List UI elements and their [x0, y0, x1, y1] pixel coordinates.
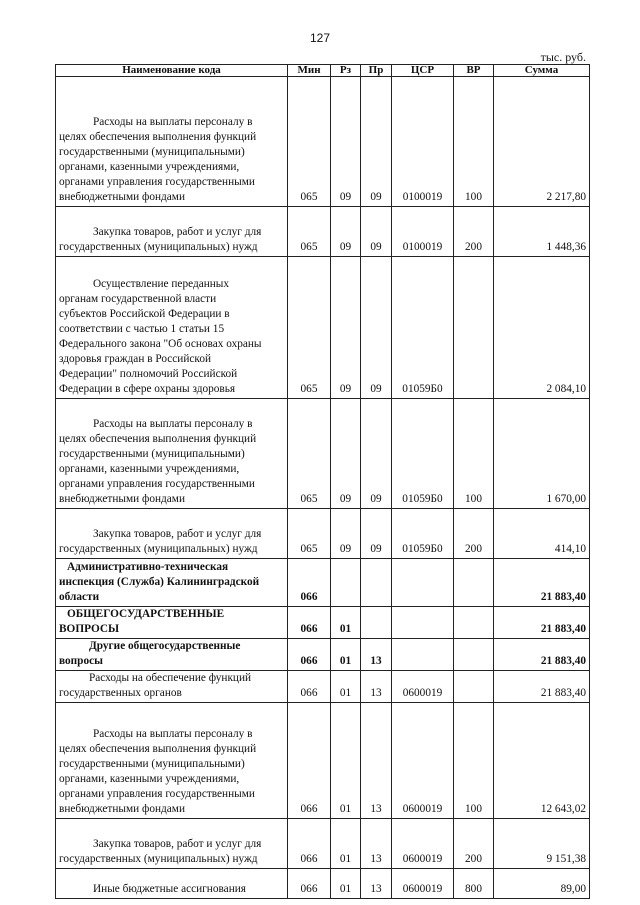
- row-csr: 0600019: [392, 869, 454, 899]
- table-row: [56, 399, 590, 509]
- header-vr: ВР: [454, 65, 494, 77]
- row-sum: 21 883,40: [494, 607, 590, 639]
- row-sum: 2 084,10: [494, 257, 590, 399]
- row-vr: 100: [454, 703, 494, 819]
- header-rz: Рз: [331, 65, 361, 77]
- row-pr: 13: [361, 819, 392, 869]
- row-min: 066: [288, 819, 331, 869]
- row-csr: 0100019: [392, 77, 454, 207]
- row-rz: 01: [331, 819, 361, 869]
- row-sum: 12 643,02: [494, 703, 590, 819]
- row-name: Административно-техническая инспекция (Служба) Калининградской области: [56, 559, 288, 607]
- row-sum: 9 151,38: [494, 819, 590, 869]
- row-name: Закупка товаров, работ и услуг для государственных (муниципальных) нужд: [56, 819, 288, 869]
- row-name: Закупка товаров, работ и услуг для государственных (муниципальных) нужд: [56, 509, 288, 559]
- row-vr: 100: [454, 399, 494, 509]
- row-sum: 1 670,00: [494, 399, 590, 509]
- row-rz: [331, 559, 361, 607]
- row-rz: 01: [331, 607, 361, 639]
- row-csr: [392, 559, 454, 607]
- row-vr: 200: [454, 819, 494, 869]
- row-rz: 09: [331, 509, 361, 559]
- table-row: [56, 509, 590, 559]
- row-sum: 2 217,80: [494, 77, 590, 207]
- units-label: тыс. руб.: [540, 50, 586, 64]
- row-pr: 13: [361, 671, 392, 703]
- row-name: Расходы на обеспечение функций государственных органов: [56, 671, 288, 703]
- table-row: [56, 559, 590, 607]
- row-name: Иные бюджетные ассигнования: [56, 869, 288, 899]
- row-sum: 414,10: [494, 509, 590, 559]
- row-csr: [392, 639, 454, 671]
- row-name: Расходы на выплаты персоналу в целях обеспечения выполнения функций государственными (муниципальными) органами, казенными учреждениями, органами управления государственными внебюджетными фондами: [56, 77, 288, 207]
- row-sum: 21 883,40: [494, 639, 590, 671]
- row-min: 065: [288, 509, 331, 559]
- row-pr: 13: [361, 869, 392, 899]
- row-rz: 09: [331, 257, 361, 399]
- row-rz: 01: [331, 671, 361, 703]
- row-vr: 800: [454, 869, 494, 899]
- row-min: 066: [288, 639, 331, 671]
- row-name: Закупка товаров, работ и услуг для государственных (муниципальных) нужд: [56, 207, 288, 257]
- row-rz: 09: [331, 207, 361, 257]
- row-sum: 21 883,40: [494, 559, 590, 607]
- header-sum: Сумма: [494, 65, 590, 77]
- row-sum: 21 883,40: [494, 671, 590, 703]
- row-rz: 01: [331, 639, 361, 671]
- header-name: Наименование кода: [56, 65, 288, 77]
- row-csr: 01059Б0: [392, 399, 454, 509]
- row-csr: 01059Б0: [392, 257, 454, 399]
- row-min: 065: [288, 399, 331, 509]
- row-name: Другие общегосударственные вопросы: [56, 639, 288, 671]
- header-csr: ЦСР: [392, 65, 454, 77]
- row-pr: [361, 607, 392, 639]
- table-row: [56, 819, 590, 869]
- page-number: 127: [309, 31, 331, 45]
- row-pr: 09: [361, 399, 392, 509]
- row-name: Расходы на выплаты персоналу в целях обеспечения выполнения функций государственными (муниципальными) органами, казенными учреждениями, органами управления государственными внебюджетными фондами: [56, 399, 288, 509]
- row-pr: 09: [361, 509, 392, 559]
- header-pr: Пр: [361, 65, 392, 77]
- row-rz: 09: [331, 77, 361, 207]
- row-csr: 0600019: [392, 671, 454, 703]
- row-csr: [392, 607, 454, 639]
- row-pr: [361, 559, 392, 607]
- row-vr: [454, 607, 494, 639]
- row-name: ОБЩЕГОСУДАРСТВЕННЫЕ ВОПРОСЫ: [56, 607, 288, 639]
- table-header-row: [56, 65, 590, 77]
- table-row: [56, 639, 590, 671]
- row-vr: [454, 671, 494, 703]
- budget-table: [55, 64, 590, 899]
- row-vr: 200: [454, 207, 494, 257]
- table-row: [56, 671, 590, 703]
- row-vr: 100: [454, 77, 494, 207]
- row-rz: 01: [331, 869, 361, 899]
- row-rz: 01: [331, 703, 361, 819]
- row-min: 066: [288, 671, 331, 703]
- row-min: 065: [288, 207, 331, 257]
- table-row: [56, 703, 590, 819]
- row-min: 066: [288, 869, 331, 899]
- table-row: [56, 607, 590, 639]
- row-sum: 89,00: [494, 869, 590, 899]
- row-csr: 0600019: [392, 703, 454, 819]
- row-name: Осуществление переданных органам государственной власти субъектов Российской Федерации в соответствии с частью 1 статьи 15 Федерального закона "Об основах охраны здоровья граждан в Российской Федерации" полномочий Российской Федерации в сфере охраны здоровья: [56, 257, 288, 399]
- row-vr: 200: [454, 509, 494, 559]
- row-vr: [454, 257, 494, 399]
- row-sum: 1 448,36: [494, 207, 590, 257]
- row-pr: 13: [361, 639, 392, 671]
- row-pr: 13: [361, 703, 392, 819]
- row-csr: 0600019: [392, 819, 454, 869]
- header-min: Мин: [288, 65, 331, 77]
- row-pr: 09: [361, 207, 392, 257]
- row-pr: 09: [361, 257, 392, 399]
- row-vr: [454, 639, 494, 671]
- row-min: 066: [288, 703, 331, 819]
- row-pr: 09: [361, 77, 392, 207]
- row-min: 065: [288, 77, 331, 207]
- table-row: [56, 207, 590, 257]
- row-csr: 0100019: [392, 207, 454, 257]
- table-row: [56, 257, 590, 399]
- row-rz: 09: [331, 399, 361, 509]
- row-vr: [454, 559, 494, 607]
- row-min: 065: [288, 257, 331, 399]
- row-name: Расходы на выплаты персоналу в целях обеспечения выполнения функций государственными (муниципальными) органами, казенными учреждениями, органами управления государственными внебюджетными фондами: [56, 703, 288, 819]
- row-min: 066: [288, 607, 331, 639]
- row-csr: 01059Б0: [392, 509, 454, 559]
- row-min: 066: [288, 559, 331, 607]
- table-row: [56, 869, 590, 899]
- table-row: [56, 77, 590, 207]
